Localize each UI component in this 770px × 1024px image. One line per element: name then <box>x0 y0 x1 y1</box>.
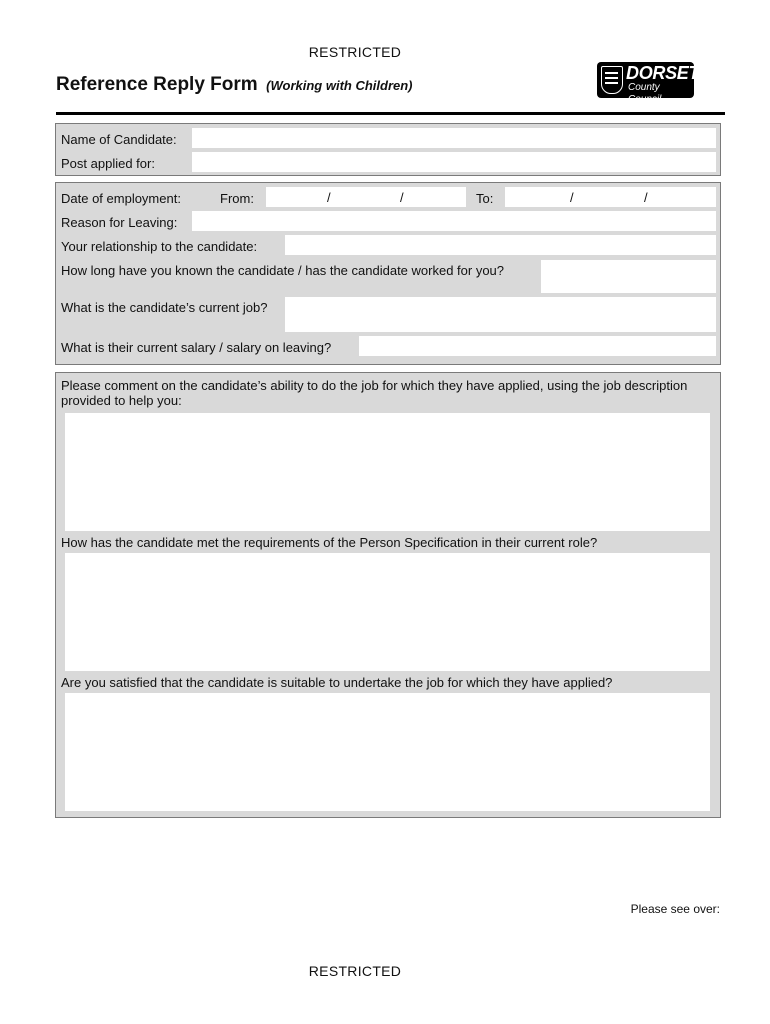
date-separator: / <box>400 190 404 205</box>
ability-answer-box[interactable] <box>65 413 710 531</box>
form-title-text: Reference Reply Form <box>56 74 258 95</box>
from-label: From: <box>220 191 254 206</box>
logo-line-2: County Council <box>628 82 662 105</box>
name-of-candidate-label: Name of Candidate: <box>61 132 177 147</box>
candidate-panel <box>55 123 721 176</box>
suitability-question: Are you satisfied that the candidate is suitable to undertake the job for which they have applied? <box>61 675 613 690</box>
classification-marking-top: RESTRICTED <box>308 44 402 60</box>
to-date-field[interactable] <box>505 187 716 207</box>
logo-line-1: DORSET <box>626 63 700 83</box>
from-date-field[interactable] <box>266 187 466 207</box>
reason-for-leaving-field[interactable] <box>192 211 716 231</box>
comments-panel <box>55 372 721 818</box>
to-label: To: <box>476 191 494 206</box>
ability-question: Please comment on the candidate’s ability to do the job for which they have applied, using the job description provided to help you: <box>61 378 688 408</box>
person-spec-answer-box[interactable] <box>65 553 710 671</box>
salary-label: What is their current salary / salary on leaving? <box>61 340 332 355</box>
relationship-label: Your relationship to the candidate: <box>61 239 258 254</box>
relationship-field[interactable] <box>285 235 716 255</box>
date-separator: / <box>644 190 648 205</box>
date-of-employment-label: Date of employment: <box>61 191 181 206</box>
form-subtitle: (Working with Children) <box>266 78 413 93</box>
date-separator: / <box>327 190 331 205</box>
person-spec-question: How has the candidate met the requirements of the Person Specification in their current role? <box>61 535 598 550</box>
reason-for-leaving-label: Reason for Leaving: <box>61 215 178 230</box>
title-divider <box>56 112 725 115</box>
current-job-field[interactable] <box>285 297 716 332</box>
date-separator: / <box>570 190 574 205</box>
salary-field[interactable] <box>359 336 716 356</box>
please-see-over-note: Please see over: <box>630 902 720 916</box>
suitability-answer-box[interactable] <box>65 693 710 811</box>
post-applied-for-field[interactable] <box>192 152 716 172</box>
current-job-label: What is the candidate’s current job? <box>61 300 268 315</box>
employment-panel <box>55 182 721 365</box>
known-candidate-field[interactable] <box>541 260 716 293</box>
name-of-candidate-field[interactable] <box>192 128 716 148</box>
classification-marking-bottom: RESTRICTED <box>308 963 402 979</box>
known-candidate-label: How long have you known the candidate / has the candidate worked for you? <box>61 263 505 278</box>
dorset-county-council-logo <box>597 62 700 105</box>
crest-icon <box>601 66 623 94</box>
post-applied-for-label: Post applied for: <box>61 156 155 171</box>
